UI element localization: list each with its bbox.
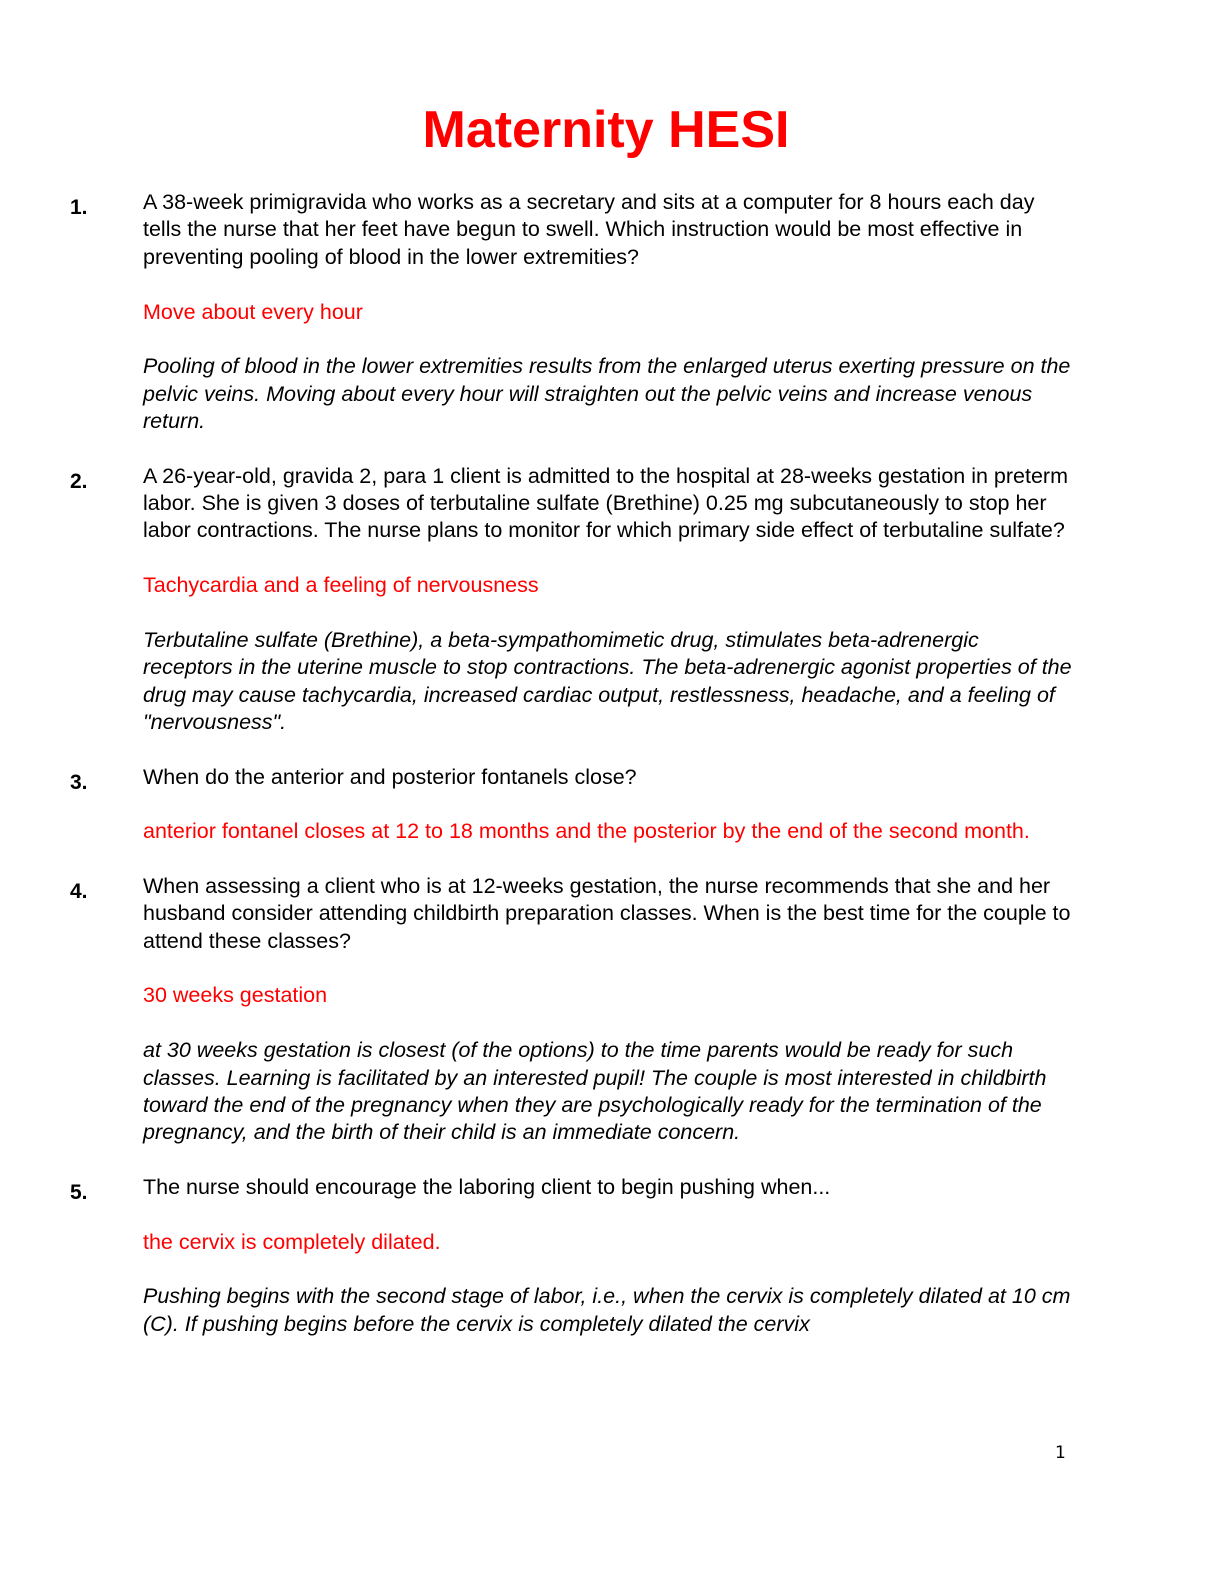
question-number: 3. — [70, 770, 88, 794]
answer-text: 30 weeks gestation — [143, 983, 328, 1008]
page-number: 1 — [1055, 1443, 1066, 1463]
question-text: A 38-week primigravida who works as a secretary and sits at a computer for 8 hours each day tells the nurse that her feet have begun to swell. Which instruction would be most effective in preventing pooling of blood in the lower extremities? — [143, 190, 1035, 269]
question-body — [143, 873, 1073, 1147]
page-title: Maternity HESI — [422, 101, 790, 159]
question-body — [143, 189, 1073, 436]
answer-text: the cervix is completely dilated. — [143, 1229, 441, 1254]
question-text: The nurse should encourage the laboring client to begin pushing when... — [143, 1174, 831, 1199]
answer-text: anterior fontanel closes at 12 to 18 months and the posterior by the end of the second month. — [143, 819, 1030, 844]
question-number: 5. — [70, 1180, 88, 1204]
question-item — [0, 873, 1224, 1147]
question-item — [0, 764, 1224, 846]
rationale-text: Pushing begins with the second stage of labor, i.e., when the cervix is completely dilated at 10 cm (C). If pushing begins before the cervix is completely dilated the cervix — [143, 1284, 1071, 1336]
answer-text: Tachycardia and a feeling of nervousness — [143, 573, 539, 598]
rationale-text: Terbutaline sulfate (Brethine), a beta-sympathomimetic drug, stimulates beta-adrenergic receptors in the uterine muscle to stop contractions. The beta-adrenergic agonist properties of the drug may cause tachycardia, increased cardiac output, restlessness, headache, and a feeling of "nervousness". — [143, 628, 1072, 735]
question-item — [0, 1174, 1224, 1338]
question-item — [0, 463, 1224, 737]
question-body — [143, 463, 1073, 737]
rationale-text: Pooling of blood in the lower extremities results from the enlarged uterus exerting pressure on the pelvic veins. Moving about every hour will straighten out the pelvic veins and increase venous return. — [143, 354, 1071, 434]
question-text: When assessing a client who is at 12-weeks gestation, the nurse recommends that she and her husband consider attending childbirth preparation classes. When is the best time for the couple to attend these classes? — [143, 873, 1071, 953]
question-number: 1. — [70, 196, 88, 219]
question-body — [143, 764, 1073, 846]
rationale-text: at 30 weeks gestation is closest (of the options) to the time parents would be ready for such classes. Learning is facilitated by an interested pupil! The couple is most interested in childbirth toward the end of the pregnancy when they are psychologically ready for the termination of the pregnancy, and the birth of their child is an immediate concern. — [143, 1038, 1047, 1145]
question-number: 2. — [70, 469, 88, 493]
question-list — [0, 189, 1224, 1365]
question-number: 4. — [70, 879, 88, 903]
question-body — [143, 1174, 1073, 1338]
question-text: A 26-year-old, gravida 2, para 1 client is admitted to the hospital at 28-weeks gestation in preterm labor. She is given 3 doses of terbutaline sulfate (Brethine) 0.25 mg subcutaneously to stop her labor contractions. The nurse plans to monitor for which primary side effect of terbutaline sulfate? — [143, 463, 1069, 543]
question-text: When do the anterior and posterior fontanels close? — [143, 764, 637, 789]
answer-text: Move about every hour — [143, 299, 363, 324]
question-item — [0, 189, 1224, 436]
